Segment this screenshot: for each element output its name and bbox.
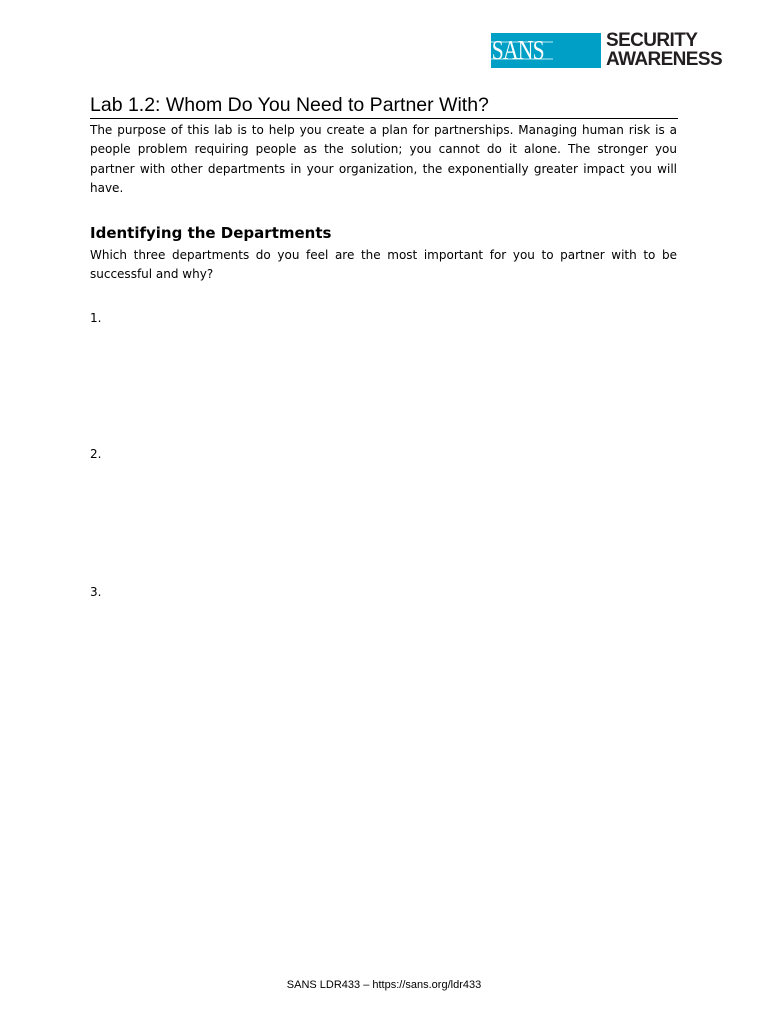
page-footer: SANS LDR433 – https://sans.org/ldr433 [286,979,482,991]
sans-logo-box [491,33,601,68]
section-heading: Identifying the Departments [90,224,332,242]
logo-line-security: SECURITY [606,30,698,51]
intro-paragraph: The purpose of this lab is to help you create a plan for partnerships. Managing human risk is a people problem requiring people as the solution; you cannot do it alone. The stronger you partner with other departments in your organization, the exponentially greater impact you will have. [90,123,677,195]
answer-item-1: 1. [90,311,102,325]
answer-item-2: 2. [90,447,102,461]
sans-security-awareness-logo [491,30,723,70]
answer-item-3: 3. [90,585,102,599]
question-paragraph: Which three departments do you feel are the most important for you to partner with to be successful and why? [90,248,677,282]
page-title: Lab 1.2: Whom Do You Need to Partner With? [90,94,489,116]
security-awareness-wordmark [606,31,722,69]
logo-line-awareness: AWARENESS [606,49,723,70]
title-underline [90,118,678,119]
sans-logo-text: SANS [491,35,544,65]
